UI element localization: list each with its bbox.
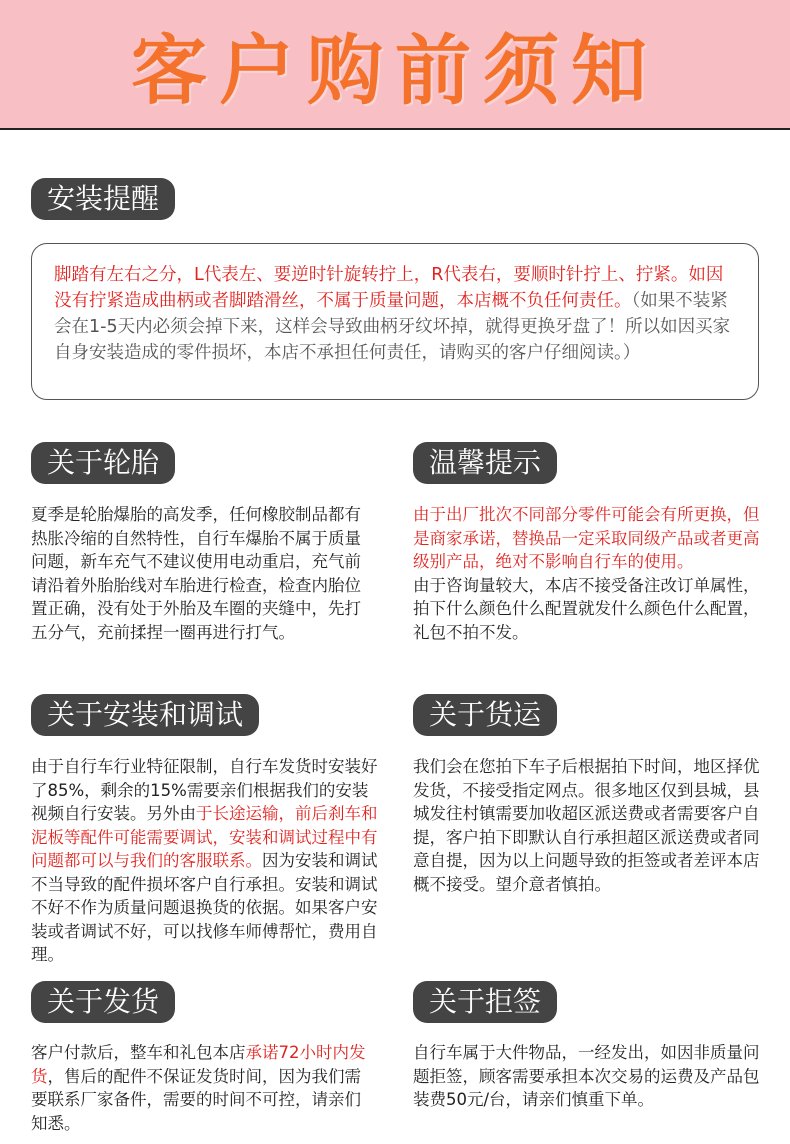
install-debug-warning-text: 于长途运输，前后刹车和泥板等配件可能需要调试，安装和调试过程中有问题都可以与我们的客服联系。 <box>31 804 378 870</box>
section-title-tips: 温馨提示 <box>413 442 557 484</box>
install-reminder-warning-text: 脚踏有左右之分，L代表左、要逆时针旋转拧上，R代表右，要顺时针拧上、拧紧。如因没有拧紧造成曲柄或者脚踏滑丝，不属于质量问题，本店概不负任何责任。 <box>54 265 724 311</box>
delivery-promise-text: 承诺72小时内发货 <box>31 1043 366 1086</box>
section-title-shipping: 关于货运 <box>413 694 557 736</box>
delivery-text-a: 客户付款后，整车和礼包本店 <box>31 1043 246 1062</box>
tires-text: 夏季是轮胎爆胎的高发季，任何橡胶制品都有热胀冷缩的自然特性，自行车爆胎不属于质量问题，新车充气不建议使用电动重启，充气前请沿着外胎胎线对车胎进行检查，检查内胎位置正确，没有处于外胎及车圈的夹缝中，先打五分气，充前揉捏一圈再进行打气。 <box>31 505 361 642</box>
install-debug-text <box>31 755 379 967</box>
install-reminder-note-text: （如果不装紧会在1-5天内必须会掉下来，这样会导致曲柄牙纹坏掉，就得更换牙盘了！所以如因买家自身安装造成的零件损坏，本店不承担任何责任，请购买的客户仔细阅读。） <box>54 291 731 363</box>
page-title: 客户购前须知 <box>131 25 659 115</box>
install-reminder-notice <box>31 243 759 400</box>
section-title-refusal: 关于拒签 <box>413 981 557 1023</box>
section-title-tires: 关于轮胎 <box>31 442 175 484</box>
section-title-delivery: 关于发货 <box>31 981 175 1023</box>
refusal-text: 自行车属于大件物品，一经发出，如因非质量问题拒签，顾客需要承担本次交易的运费及产品包装费50元/台，请亲们慎重下单。 <box>413 1043 760 1109</box>
install-debug-text-a: 由于自行车行业特征限制，自行车发货时安装好了85%，剩余的15%需要亲们根据我们的安装视频自行安装。另外由 <box>31 757 378 823</box>
tips-text <box>413 503 761 644</box>
section-title-install-reminder: 安装提醒 <box>31 178 175 220</box>
section-title-install-debug: 关于安装和调试 <box>31 694 259 736</box>
install-debug-text-b: 因为安装和调试不当导致的配件损坏客户自行承担。安装和调试不好不作为质量问题退换货的依据。如果客户安装或者调试不好，可以找修车师傅帮忙，费用自理。 <box>31 851 378 964</box>
header-banner <box>0 0 790 130</box>
tips-note-text: 由于咨询量较大，本店不接受备注改订单属性，拍下什么颜色什么配置就发什么颜色什么配置，礼包不拍不发。 <box>413 575 760 642</box>
delivery-text-b: ，售后的配件不保证发货时间，因为我们需要联系厂家备件，需要的时间不可控，请亲们知悉。 <box>31 1066 361 1133</box>
shipping-text: 我们会在您拍下车子后根据拍下时间，地区择优发货，不接受指定网点。很多地区仅到县城，县城发往村镇需要加收超区派送费或者需要客户自提，客户拍下即默认自行承担超区派送费或者同意自提，因为以上问题导致的拒签或者差评本店概不接受。望介意者慎拍。 <box>413 757 760 894</box>
tips-warning-text: 由于出厂批次不同部分零件可能会有所更换，但是商家承诺，替换品一定采取同级产品或者更高级别产品，绝对不影响自行车的使用。 <box>413 505 760 571</box>
delivery-text <box>31 1041 371 1135</box>
